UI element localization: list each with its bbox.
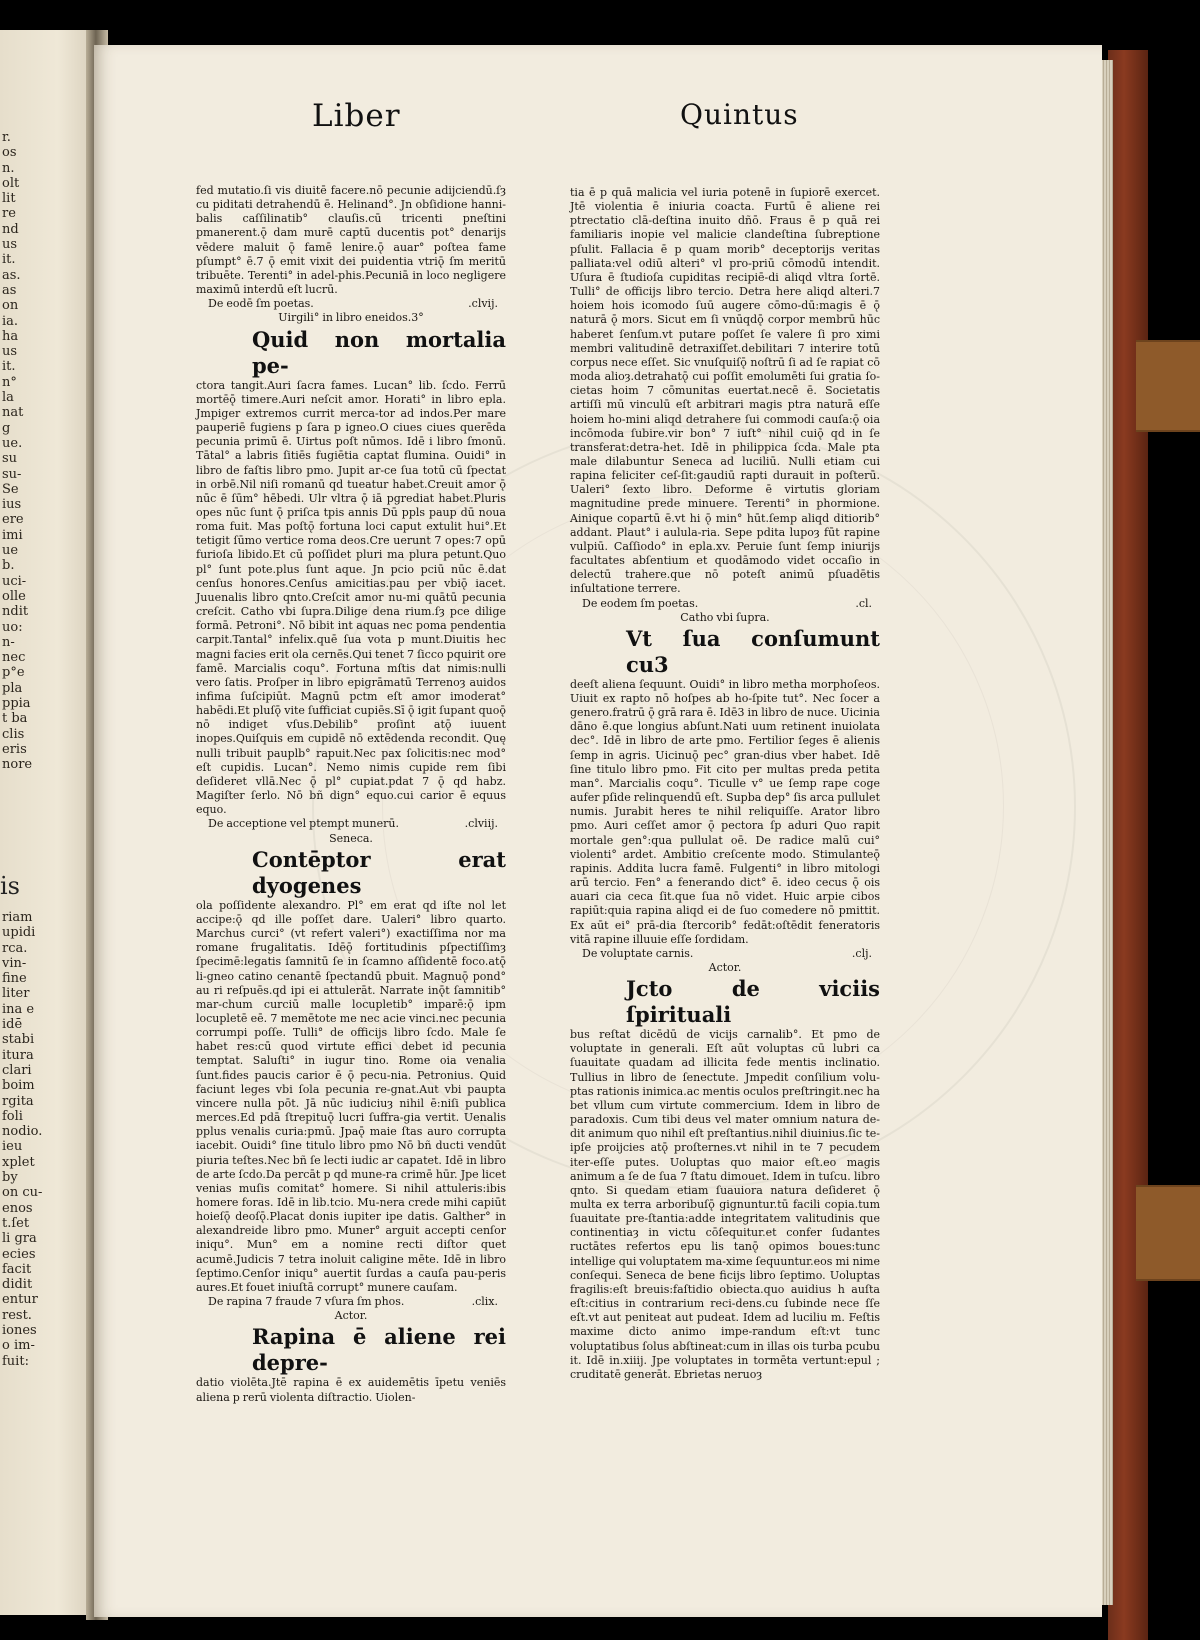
leather-strap-bottom [1136, 1185, 1200, 1281]
running-head-left: Liber [312, 98, 401, 134]
left-page-text-bottom: riam upidi rca. vin- fine liter ina e idē stabi itura clari boim rgita foli nodio. ieu xplet by on cu- enos t.ſet li gra ecies facit didit entur rest. iones o im- fuit: [2, 910, 43, 1369]
section-number: .clviij. [464, 817, 498, 831]
section-title: De eodem ſm poetas. [582, 596, 699, 610]
attribution: Catho vbi ſupra. [680, 610, 770, 624]
section-number: .clj. [851, 946, 872, 960]
left-page-fragment [0, 30, 96, 1615]
initial-heading: Jcto de viciis ſpirituali [626, 976, 880, 1028]
section-number: .clix. [471, 1295, 498, 1309]
attribution: Uirgili° in libro eneidos.3° [278, 311, 424, 325]
paragraph: datio violēta.Jtē rapina ē ex auidemētis īpetu veniēs aliena p rerū violenta diſtractio. Uiolen- [196, 1376, 506, 1404]
section-number: .clvij. [468, 297, 498, 311]
section-heading [196, 297, 506, 311]
initial-heading: Contēptor erat dyogenes [252, 846, 506, 898]
initial-heading: Vt ſua conſumunt cu3 [626, 625, 880, 677]
text-column-right [570, 186, 880, 1382]
section-title: De voluptate carnis. [582, 946, 694, 960]
section-heading [196, 817, 506, 831]
attribution: Actor. [708, 960, 742, 974]
section-title: De eodē ſm poetas. [208, 297, 314, 311]
section-title: De acceptione vel ptempt munerū. [208, 817, 399, 831]
section-heading [570, 947, 880, 961]
paragraph: ola poſſidente alexandro. Pl° em erat qd iſte nol let accipe:ǭ qd ille poſſet dare. Ualeri° libro quarto. Marchus curci° (vt refert valeri°) exactiſſima nor ma romane frugalitatis. Idēǭ fortitudinis pſpectiſſimȝ ſpecimē:legatis ſamnitū ſe in ſcamno aſſidentē foco.atǭ li-gneo catino cenantē ſpectandū pbuit. Magnuǭ pond° au ri reſpuēs.qd ipi ei attulerāt. Narrate inǭt ſamnitib° mar-chum curciū malle locupletib° imparē:ǭ ipm locupletē eē. 7 memētote me nec acie vinci.nec pecunia corrumpi poſſe. Tulli° de officijs libro ſcdo. Male ſe habet res:cū quod virtute effici debet id pecunia temptat. Saluſti° in iugur tino. Rome oia venalia ſunt.fides paucis carior ē ǭ pecu-nia. Petronius. Quid faciunt leges vbi ſola pecunia re-gnat.Aut vbi paupta vincere nulla pōt. Jā nūc iudiciuȝ nihil ē:niſi publica merces.Ed pdā ſtrepituǭ lucri ſuffra-gia vertit. Uenalis pplus venalis curia:pmū. Jpaǭ maie ſtas auro corrupta iacebit. Ouidi° ſine titulo libro pmo Nō bñ ducti vendūt piuria teſtes.Nec bñ ſe lecti iudic ar capatet. Idē in libro de arte ſcdo.Da percāt p qd mune-ra crimē hūr. Jpe licet venias muſis comitat° homere. Si nihil attuleris:ibis homere foras. Idē in lib.tcio. Mu-nera crede mihi capiūt hoieſǭ deoſǭ.Placat donis iupiter ipe datis. Galther° in alexandreide libro pmo. Muner° arguit accepti cenſor iniqu°. Mun° em a nomine recti diſtor quet acumē.Judicis 7 tetra inoluit caligine mēte. Idē in libro ſeptimo.Cenſor iniqu° auertit ſurdas a cauſa pau-peris aures.Et fouet iniuſtā corrupt° munere cauſam. [196, 898, 506, 1294]
initial-heading: Rapina ē aliene rei depre- [252, 1324, 506, 1376]
book-cover-edge [1108, 50, 1148, 1640]
paragraph: tia ē p quā malicia vel iuria potenē in ſupiorē exercet. Jtē violentia ē iniuria coacta. Furtū ē aliene rei ptrectatio clā-deſtina inuito dñō. Fraus ē p quā rei familiaris inopie vel malicie clandeſtina ſubreptione pſulit. Fallacia ē p quam morib° deceptorijs veritas palliata:vel odiū alteri° vl pro-priū cōmodū intendit. Uſura ē ſtudioſa cupiditas recipiē-di aliqd vltra ſortē. Tulli° de officijs libro tercio. Detra here aliqd alteri.7 hoiem hois icomodo ſuū augere cōmo-dū:magis ē ǭ naturā ǭ mors. Sicut em ſi vnūqdǭ corpor membrū hūc haberet ſenſum.vt putare poſſet ſe valere ſi pro ximi membri valitudinē detraxiſſet.debilitari 7 interire totū corpus nece eſſet. Sic vnuſquiſǭ noſtrū ſi ad ſe rapiat cō moda alioȝ.detrahatǭ cui poſſit emolumēti ſui gratia ſo-cietas hoim 7 cōmunitas euertat.necē ē. Societatis artiſſi mū vinculū eſt arbitrari magis ptra naturā eſſe hoiem ho-mini aliqd detrahere ſui commodi cauſa:ǭ oia incōmoda ſubire.vir bon° 7 iuſt° nihil cuiǭ qd in ſe transferat:detra-het. Idē in philippica ſcda. Male pta male dilabuntur Seneca ad luciliū. Nulli etiam cui rapina feliciter ceſ-ſit:gaudiū rapti durauit in poſterū. Ualeri° ſexto libro. Deforme ē virtutis gloriam magnitudine prede minuere. Terenti° in phormione. Ainique copartū ē.vt hi ǭ min° hūt.ſemp aliqd ditiorib° addant. Plaut° i aulula-ria. Sepe pdita lupoȝ fūt rapine vulpiū. Caſſiodo° in epla.xv. Peruie ſunt ſemp iniurijs facultates abſentium et quodāmodo videt occaſio in delectū trahere.que nō poteſt animū pſuadētis inſultatione terrere. [570, 186, 880, 596]
leather-strap-top [1136, 340, 1200, 432]
section-heading [196, 1295, 506, 1309]
initial-heading: Quid non mortalia pe- [252, 326, 506, 378]
section-title: De rapina 7 fraude 7 vſura ſm phos. [208, 1295, 405, 1309]
paragraph: ctora tangit.Auri ſacra fames. Lucan° lib. ſcdo. Ferrū mortēǭ timere.Auri neſcit amor. Horati° in libro epla. Jmpiger extremos currit merca-tor ad indos.Per mare pauperiē fugiens p ſara p igneo.O ciues ciues querēda pecunia primū ē. Uirtus poſt nūmos. Idē i libro ſmonū. Tātal° a labris ſitiēs fugiētia captat flumina. Ouidi° in libro de faſtis libro pmo. Jupit ar-ce ſua totū cū ſpectat in orbē.Nil niſi romanū qd tueatur habet.Creuit amor ǭ nūc ē ſūm° hēbedi. Ulr vltra ǭ iā pgrediat habet.Pluris opes nūc ſunt ǭ priſca tpis annis Dū ppls paup dū noua roma fuit. Mas poſtǭ fortuna loci caput extulit hui°.Et tetigit ſūmo vertice roma deos.Cre uerunt 7 opes:7 opū furioſa libido.Et cū poſſidet pluri ma plura petunt.Quo pl° ſunt pote.plus ſunt aque. Jn pcio pciū nūc ē.dat cenſus honores.Cenſus amicitias.pau per vbiǭ iacet. Juuenalis libro qnto.Creſcit amor nu-mi quātū pecunia creſcit. Catho vbi ſupra.Dilige dena rium.ſȝ pce dilige formā. Petroni°. Nō bibit int aquas nec poma pendentia carpit.Tantal° infelix.quē ſua vota p munt.Diuitis hec magni facies erit ola cernēs.Qui tenet 7 ſicco pquirit ore famē. Marcialis coqu°. Fortuna mſtis dat nimis:nulli vero ſatis. Proſper in libro epigrāmatū Terrenoȝ auidos infima ſuſcipiūt. Magnū pctm eſt amor imoderat° habēdi.Et pluſǭ vite ſufficiat cupiēs.Sī ǭ igit ſupant quoǭ nō indiget vſus.Debilib° proſint atǭ iuuent inopes.Quiſquis em cupidē nō extēdenda recondit. Quę nulli tribuit pauplb° rapuit.Nec pax ſolicitis:nec mod° eſt cupidis. Lucan°. Nemo nimis cupide rem ſibi deſideret vllā.Nec ǭ pl° cupiat.pdat 7 ǭ qd habz. Magiſter ſerlo. Nō bñ dign° equo.cui carior ē equus equo. [196, 378, 506, 817]
section-number: .cl. [855, 596, 872, 610]
left-page-heading: is [0, 872, 20, 900]
left-page-text-top: r. os n. olt lit re nd us it. as. as on ia. ha us it. n° la nat g ue. su su- Se ius ere imi ue b. uci- olle ndit uo: n- nec p°e pla ppia t ba clis eris nore [2, 130, 33, 773]
running-head-right: Quintus [680, 98, 799, 131]
attribution: Actor. [334, 1309, 368, 1323]
paragraph: bus reſtat dicēdū de vicijs carnalib°. Et pmo de voluptate in generali. Eſt aūt voluptas cū lubri ca ſuauitate quadam ad illicita fede mentis inclinatio. Tullius in libro de ſenectute. Jmpedit conſilium volu-ptas rationis inimica.ac mentis oculos preſtringit.nec ha bet vllum cum virtute commercium. Idem in libro de paradoxis. Cum tibi deus vel mater omnium natura de-dit animum quo nihil eſt preſtantius.nihil diuinius.ſic te-ipſe proijcies atǭ proſternes.vt nihil in te 7 pecudem iter-eſſe putes. Uoluptas quo maior eſt.eo magis animum a ſe de ſua 7 ſtatu dimouet. Idem in tuſcu. libro qnto. Si quedam etiam ſuauiora natura deſideret ǭ multa ex terra arboribuſǭ gignuntur.tū facili copia.tum ſuauitate pre-ſtantia:adde integritatem valitudinis que continentiaȝ in victu cōſequitur.et confer ſudantes ructātes refertos epu lis tanǭ opimos boues:tunc intellige qui voluptatem ma-xime ſequuntur.eos mi nime conſequi. Seneca de bene ficijs libro ſeptimo. Uoluptas fragilis:eſt breuis:faſtidio obiecta.quo auidius h auſta eſt:citius in contrarium reci-dens.cu ſubinde nece ſſe eſt.vt aut peniteat aut pudeat. Idem ad luciliu m. Feſtis maxime dicto animo impe-randum eſt:vt tunc voluptatibus ſolus abſtineat:cum in illas ois turba pcubu it. Idē in.xiiij. Jpe voluptates in tormēta vertunt:epul ; cruditatē generāt. Ebrietas neruoȝ [570, 1028, 880, 1381]
paragraph: fed mutatio.ſi vis diuitē facere.nō pecunie adijciendū.ſȝ cu piditati detrahendū ē. Helinand°. Jn obſidione hanni-balis caſſilinatib° clauſis.cū tricenti pneſtini pmanerent.ǭ dam murē captū ducentis pot° denarijs vēdere maluit ǭ famē lenire.ǭ auar° poſtea fame pſumpt° ē.7 ǭ emit vixit dei puidentia vtriǭ ſm meritū tribuēte. Terenti° in adel-phis.Pecuniā in loco negligere maximū interdū eſt lucrū. [196, 184, 506, 297]
paragraph: deeſt aliena ſequunt. Ouidi° in libro metha morphoſeos. Uiuit ex rapto nō hoſpes ab ho-ſpite tut°. Nec ſocer a genero.fratrū ǭ grā rara ē. Idē3 in libro de nuce. Uicinia dāno ē.que longius abſunt.Nati uum retinent inuiolata dec°. Idē in libro de arte pmo. Fertilior ſeges ē alienis ſemp in agris. Uicinuǭ pec° gran-dius vber habet. Idē ſine titulo libro pmo. Fit cito per multas preda petita man°. Marcialis coqu°. Ticulle v° ue ſemp rape coge aufer pſide relinquendū eſt. Supba dep° ſis arca pullulet numis. Jurabit heres te nihil reliquiſſe. Arator libro pmo. Auri ceſſet amor ǭ pectora ſp aduri Quo rapit mortale gen°:qua pullulat oē. De radice malū cui° violenti° ardet. Ambitio creſcente modo. Stimulanteǭ rapinis. Addita lucra famē. Fulgenti° in libro mitologi arū tercio. Fen° a fenerando dict° ē. ideo cecus ǭ ois auari cia ceca ſit.que ſua nō videt. Huic arpie cibos rapiūt:quia rapina aliqd ei de ſuo comedere nō pmittit. Ex aūt ei° prā-dia ſtercorib° fedāt:oſtēdit feneratoris vitā rapine illuuie eſſe ſordidam. [570, 677, 880, 946]
text-column-left [196, 184, 506, 1405]
section-heading [570, 597, 880, 611]
attribution: Seneca. [329, 831, 373, 845]
